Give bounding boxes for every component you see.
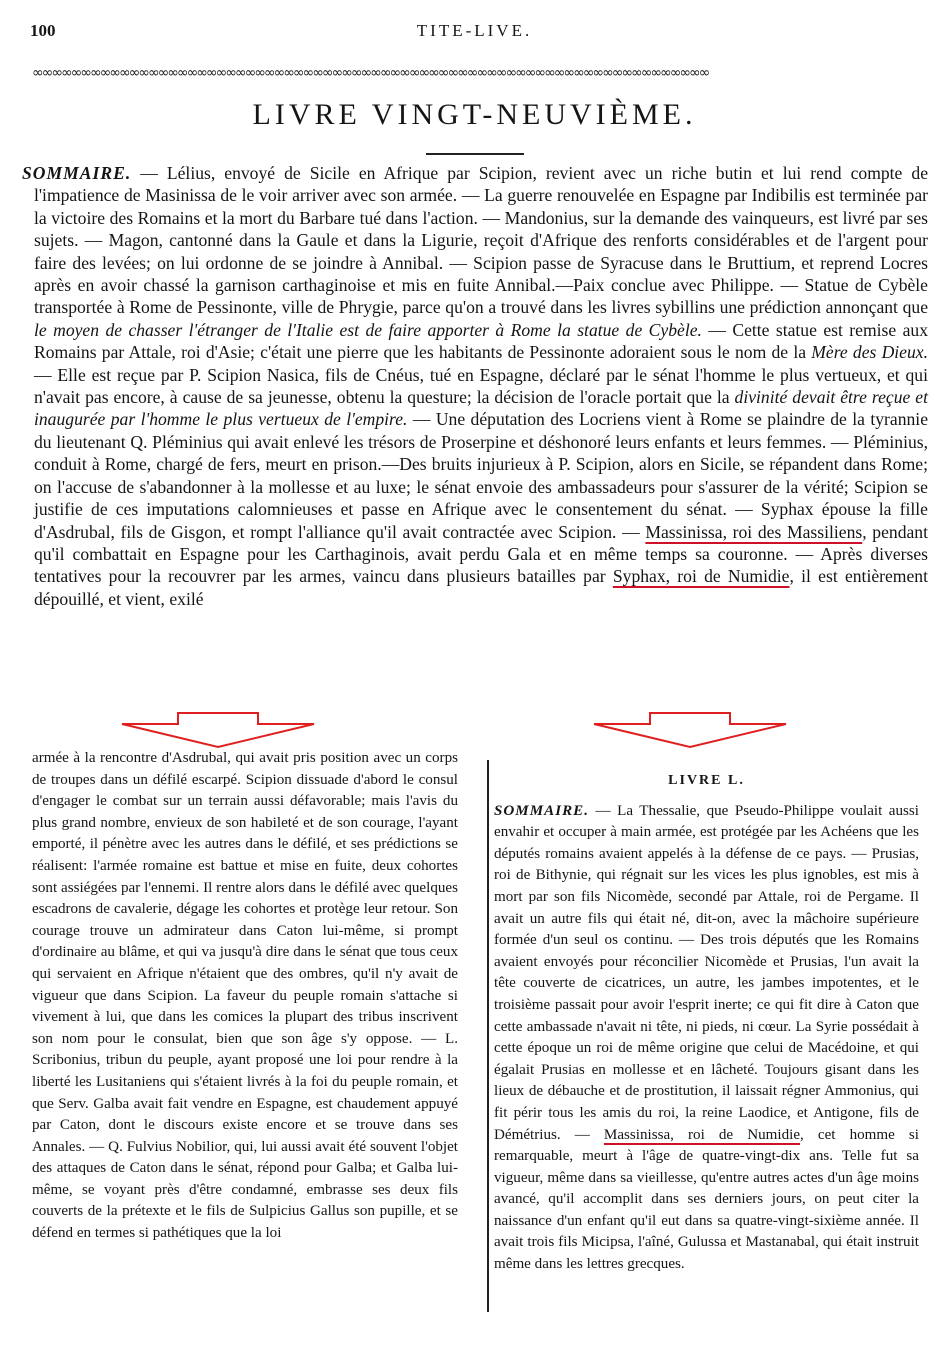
right-column (494, 770, 919, 1276)
summary-text: — Lélius, envoyé de Sicile en Afrique par Scipion, revient avec un riche butin et lui rend compte de l'impatience de Masinissa de le voir arriver avec son armée. — La guerre renouvelée en Espagne par Indibilis est terminée par la victoire des Romains et la mort du Barbare tué dans l'action. — Mandonius, sur la demande des vainqueurs, est livré par ses sujets. — Magon, cantonné dans la Gaule et dans la Ligurie, reçoit d'Afrique des renforts considérables et de l'argent pour faire des levées; on lui ordonne de se joindre à Annibal. — Scipion passe de Syracuse dans le Bruttium, et reprend Locres après en avoir chassé la garnison carthaginoise et mis en fuite Annibal.—Paix conclue avec Philippe. — Statue de Cybèle transportée à Rome de Pessinonte, ville de Phrygie, parce qu'on a trouvé dans les livres sybillins une prédiction annonçant que (34, 163, 928, 318)
title-rule (426, 153, 524, 155)
left-column (32, 748, 458, 1245)
summary-italic: le moyen de chasser l'étranger de l'Italie est de faire apporter à Rome la statue de Cybèle. (34, 319, 702, 340)
highlight-massinissa: Massinissa, roi des Massiliens (645, 521, 863, 542)
summary-text: , il est entièrement dépouillé, et vient, exilé (34, 566, 928, 609)
page-header (0, 0, 949, 50)
summary-text: — Cette statue est remise aux Romains par Attale, roi d'Asie; c'était une pierre que les habitants de Pessinonte adoraient sous le nom de la (34, 319, 928, 363)
left-column-text: armée à la rencontre d'Asdrubal, qui avait pris position avec un corps de troupes dans un défilé escarpé. Scipion dissuade d'abord le consul d'engager le combat sur un terrain aussi défavorable; mais l'avis du plus grand nombre, envieux de son habileté et de son courage, l'ayant emporté, il pénètre avec les autres dans le défilé, et ses prédictions se réalisent: l'armée romaine est battue et mise en fuite, deux cohortes sont assiégées par l'ennemi. Il rentre alors dans le défilé avec quelques escadrons de cavalerie, dégage les cohortes et protège leur retour. Son courage trouve un admirateur dans Caton lui-même, si prompt d'ordinaire au blâme, et qui va jusqu'à dire dans le sénat que tous ceux qui servaient en Afrique n'étaient que des ombres, qu'il n'y avait de vigueur que dans Scipion. La faveur du peuple romain s'attache si vivement à lui, que dans les comices la plupart des tribus inscrivent son nom pour le consulat, bien que son âge s'y oppose. — L. Scribonius, tribun du peuple, ayant proposé une loi pour rendre à la liberté les Lusitaniens qui s'étaient livrés à la foi du peuple romain, et que Serv. Galba avait fait vendre en Espagne, est chaudement appuyé par Caton, dont le discours existe encore et se trouve dans ses Annales. — Q. Fulvius Nobilior, qui, lui aussi avait été souvent l'objet des attaques de Caton dans le sénat, répond pour Galba; et Galba lui-même, se voyant près d'être condamné, embrasse ses deux fils couverts de la prétexte et le fils de Sulpicius Gallus son pupille, et se défend en termes si pathétiques que la loi (32, 750, 458, 1242)
right-summary-text: — La Thessalie, que Pseudo-Philippe voulait aussi envahir et occuper à main armée, est protégée par les Achéens que les députés romains avaient appelés à la défense de ce pays. — Prusias, roi de Bithynie, qui régnait sur les vices les plus ignobles, est mis à mort par son fils Nicomède, secondé par Attale, roi de Pergame. Il avait un autre fils qui était né, dit-on, avec la mâchoire supérieure formée d'un seul os continu. — Des trois députés que les Romains avaient envoyés pour réconcilier Nicomède et Prusias, l'un avait la tête couverte de cicatrices, un autre, les jambes impotentes, et le troisième passait pour avoir l'esprit inerte; ce qui fit dire à Caton que cette ambassade n'avait ni tête, ni pieds, ni cœur. La Syrie possédait à cette époque un roi de même origine que celui de Macédoine, et qui égalait Prusias en mollesse et en lâcheté. Toujours gisant dans les lieux de débauche et de prostitution, il laissait régner Ammonius, qui fit périr tous les amis du roi, la reine Laodice, et Antigone, fils de Démétrius. — (494, 802, 919, 1143)
column-divider (487, 760, 489, 1312)
highlight-syphax: Syphax, roi de Numidie (612, 566, 790, 587)
summary-label: SOMMAIRE. (22, 163, 132, 183)
book-title: LIVRE VINGT-NEUVIÈME. (252, 98, 697, 131)
left-arrow-icon (118, 711, 318, 749)
summary-text: — Elle est reçue par P. Scipion Nasica, fils de Cnéus, tué en Espagne, déclaré par le sénat l'homme le plus vertueux, et qui n'avait pas encore, à cause de sa jeunesse, obtenu la questure; la décision de l'oracle portait que la (34, 364, 928, 408)
running-title: TITE-LIVE. (416, 21, 533, 40)
right-summary-text: , cet homme si remarquable, meurt à l'âge de quatre-vingt-dix ans. Telle fut sa vigueur, même dans sa vieillesse, qu'entre autres actes d'un âge moins avancé, qu'il accomplit dans ses derniers jours, on peut citer la naissance d'un enfant qu'il eut dans sa quatre-vingt-sixième année. Il avait trois fils Micipsa, l'aîné, Gulussa et Mastanabal, qui était instruit même dans les lettres grecques. (494, 1126, 919, 1273)
right-column-heading: LIVRE L. (668, 773, 745, 788)
summary-text: — Une députation des Locriens vient à Rome se plaindre de la tyrannie du lieutenant Q. Pléminius qui avait enlevé les trésors de Proserpine et déshonoré leurs enfants et leurs femmes. — Pléminius, conduit à Rome, chargé de fers, meurt en prison.—Des bruits injurieux à P. Scipion, alors en Sicile, se répandent dans Rome; on l'accuse de s'abandonner à la mollesse et au luxe; le sénat envoie des ambassadeurs pour s'assurer de la vérité; Scipion se justifie de ces imputations calomnieuses et passe en Afrique avec le consentement du sénat. — Syphax épouse la fille d'Asdrubal, fils de Gisgon, et rompt l'alliance qu'il avait contractée avec Scipion. — (34, 409, 928, 542)
summary-italic: Mère des Dieux. (811, 342, 928, 363)
summary-block (22, 162, 928, 610)
highlight-massinissa-numidie: Massinissa, roi de Numidie (603, 1126, 801, 1143)
right-arrow-icon (590, 711, 790, 749)
summary-paragraph (22, 162, 928, 610)
right-summary-label: SOMMAIRE. (494, 802, 589, 819)
summary-italic: divinité devait être reçue et inaugurée par l'homme le plus vertueux de l'empire. (34, 387, 928, 430)
ornamental-border: ∞∞∞∞∞∞∞∞∞∞∞∞∞∞∞∞∞∞∞∞∞∞∞∞∞∞∞∞∞∞∞∞∞∞∞∞∞∞∞∞∞∞∞∞∞∞∞∞∞∞∞∞∞∞∞∞∞∞∞∞∞∞∞∞∞∞∞∞∞∞ (32, 65, 709, 81)
summary-text: , pendant qu'il combattait en Espagne pour les Carthaginois, avait perdu Gala et en même temps sa couronne. — Après diverses tentatives pour la recouvrer par les armes, vaincu dans plusieurs batailles par (34, 521, 928, 587)
page-number: 100 (30, 21, 56, 40)
right-column-paragraph (494, 801, 919, 1276)
